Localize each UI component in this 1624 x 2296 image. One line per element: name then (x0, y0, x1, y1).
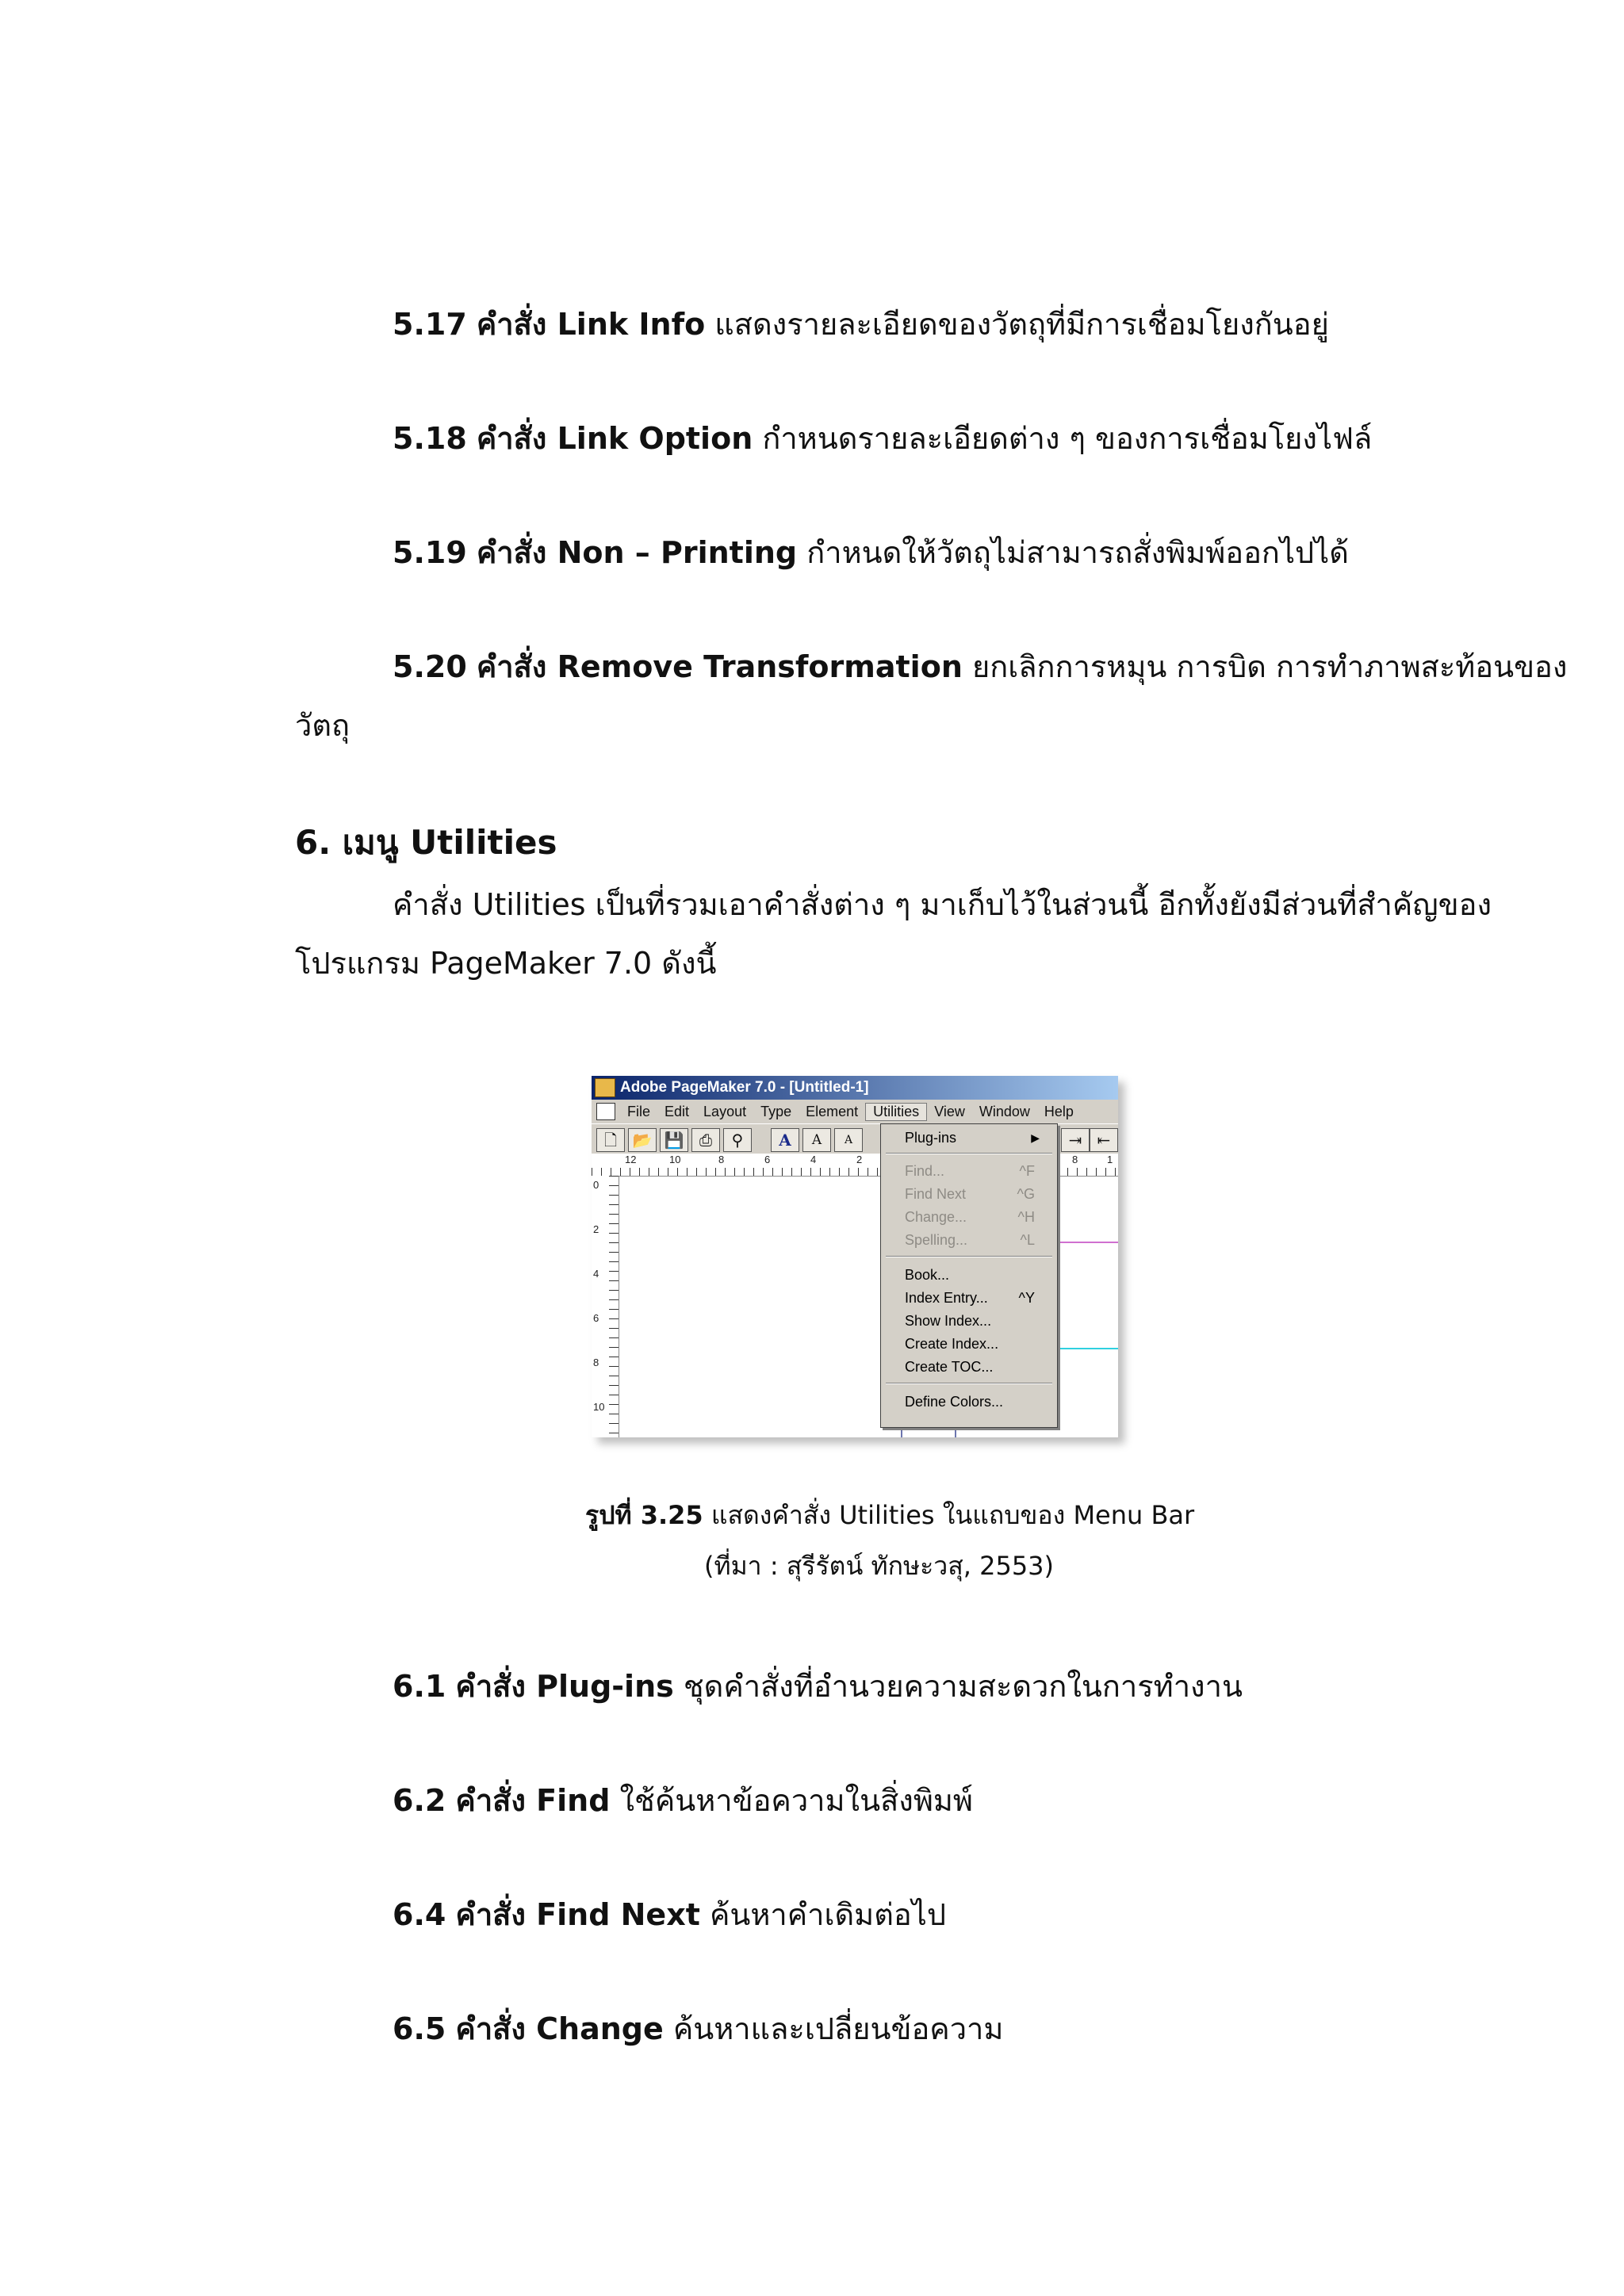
menu-item-create-index[interactable]: Create Index... (905, 1336, 999, 1352)
paragraph-5-20: 5.20 คำสั่ง Remove Transformation ยกเลิกการหมุน การบิด การทำภาพสะท้อนของ (393, 649, 1568, 684)
paragraph-5-17: 5.17 คำสั่ง Link Info แสดงรายละเอียดของวัตถุที่มีการเชื่อมโยงกันอยู่ (393, 307, 1329, 342)
ruler-label: 4 (593, 1268, 599, 1280)
paragraph-5-18: 5.18 คำสั่ง Link Option กำหนดรายละเอียดต่าง ๆ ของการเชื่อมโยงไฟล์ (393, 421, 1373, 456)
ruler-label: 12 (625, 1154, 637, 1165)
paragraph-5-19: 5.19 คำสั่ง Non – Printing กำหนดให้วัตถุไม่สามารถสั่งพิมพ์ออกไปได้ (393, 535, 1349, 570)
ruler-label: 1 (1107, 1154, 1113, 1165)
menu-element[interactable]: Element (806, 1103, 859, 1119)
menu-file[interactable]: File (627, 1103, 651, 1119)
section-heading: 6. เมนู Utilities (295, 823, 557, 862)
window-titlebar (592, 1076, 1118, 1100)
menu-separator (886, 1256, 1052, 1257)
menu-separator (886, 1383, 1052, 1384)
vertical-ruler (592, 1176, 619, 1437)
ruler-label: 4 (810, 1154, 817, 1165)
menu-item-create-toc[interactable]: Create TOC... (905, 1359, 994, 1375)
item-6-2: 6.2 คำสั่ง Find ใช้ค้นหาข้อความในสิ่งพิมพ์ (393, 1783, 973, 1818)
save-icon[interactable]: 💾 (660, 1128, 688, 1152)
menu-help[interactable]: Help (1044, 1103, 1074, 1119)
menu-item-find-next[interactable]: Find Next ^G (905, 1186, 1035, 1202)
open-folder-icon[interactable]: 📂 (628, 1128, 657, 1152)
ruler-label: 8 (1072, 1154, 1078, 1165)
menu-layout[interactable]: Layout (703, 1103, 747, 1119)
menu-type[interactable]: Type (760, 1103, 792, 1119)
figure-caption: รูปที่ 3.25 แสดงคำสั่ง Utilities ในแถบของ Menu Bar (585, 1500, 1195, 1530)
menu-item-show-index[interactable]: Show Index... (905, 1313, 992, 1329)
menu-edit[interactable]: Edit (665, 1103, 690, 1119)
menu-bar (592, 1100, 1118, 1123)
window-title: Adobe PageMaker 7.0 - [Untitled-1] (620, 1079, 869, 1096)
section-intro-line2: โปรแกรม PageMaker 7.0 ดังนี้ (295, 946, 717, 981)
pagemaker-screenshot (592, 1076, 1118, 1437)
menu-item-define-colors[interactable]: Define Colors... (905, 1394, 1004, 1410)
ruler-label: 10 (593, 1401, 605, 1413)
binoculars-icon[interactable]: ⚲ (723, 1128, 752, 1152)
ruler-label: 10 (669, 1154, 681, 1165)
margin-guide (1051, 1242, 1118, 1243)
new-file-icon[interactable]: 🗋 (596, 1128, 625, 1152)
item-6-1: 6.1 คำสั่ง Plug-ins ชุดคำสั่งที่อำนวยความสะดวกในการทำงาน (393, 1669, 1243, 1704)
menu-item-find[interactable]: Find... ^F (905, 1163, 1035, 1179)
section-intro-line1: คำสั่ง Utilities เป็นที่รวมเอาคำสั่งต่าง ๆ มาเก็บไว้ในส่วนนี้ อีกทั้งยังมีส่วนที่สำคัญของ (393, 887, 1492, 922)
utilities-dropdown-menu (880, 1123, 1058, 1428)
ruler-label: 2 (856, 1154, 863, 1165)
font-size-down-icon[interactable]: A (834, 1128, 863, 1152)
paragraph-5-20-cont: วัตถุ (295, 708, 350, 743)
menu-item-index-entry[interactable]: Index Entry... ^Y (905, 1290, 1035, 1306)
menu-item-spelling[interactable]: Spelling... ^L (905, 1232, 1035, 1248)
indent-icon[interactable]: ⇥ (1061, 1128, 1090, 1152)
submenu-arrow-icon: ▶ (1031, 1131, 1040, 1144)
menu-window[interactable]: Window (979, 1103, 1030, 1119)
figure-source: (ที่มา : สุรีรัตน์ ทักษะวสุ, 2553) (704, 1551, 1055, 1581)
ruler-label: 6 (593, 1312, 599, 1324)
menu-utilities[interactable]: Utilities (865, 1103, 927, 1121)
menu-item-change[interactable]: Change... ^H (905, 1209, 1035, 1225)
item-6-5: 6.5 คำสั่ง Change ค้นหาและเปลี่ยนข้อความ (393, 2011, 1004, 2046)
font-size-up-icon[interactable]: A (802, 1128, 831, 1152)
document-icon (596, 1103, 615, 1120)
menu-separator (886, 1153, 1052, 1154)
ruler-label: 6 (764, 1154, 771, 1165)
ruler-label: 2 (593, 1223, 599, 1235)
menu-item-plug-ins[interactable]: Plug-ins ▶ (905, 1127, 1049, 1148)
item-6-4: 6.4 คำสั่ง Find Next ค้นหาคำเดิมต่อไป (393, 1897, 946, 1932)
type-tool-icon[interactable]: A (771, 1128, 799, 1152)
ruler-label: 0 (593, 1179, 599, 1191)
menu-view[interactable]: View (934, 1103, 965, 1119)
pagemaker-app-icon (595, 1078, 615, 1097)
print-icon[interactable]: ⎙ (691, 1128, 720, 1152)
menu-item-book[interactable]: Book... (905, 1267, 950, 1283)
margin-guide (1051, 1348, 1118, 1349)
outdent-icon[interactable]: ⇤ (1090, 1128, 1118, 1152)
ruler-label: 8 (593, 1357, 599, 1368)
ruler-label: 8 (718, 1154, 725, 1165)
